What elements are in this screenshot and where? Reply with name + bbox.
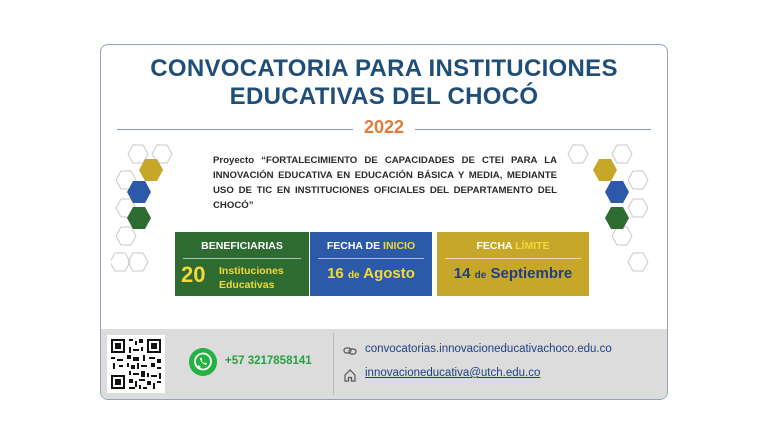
beneficiarias-line-2: Educativas (219, 279, 275, 291)
fecha-inicio-date (310, 265, 432, 282)
divider-right (415, 129, 651, 130)
fecha-inicio-de: de (347, 270, 360, 281)
fecha-inicio-heading-b: INICIO (383, 240, 416, 252)
fecha-inicio-day: 16 (327, 265, 344, 282)
fecha-limite-date (437, 265, 589, 282)
beneficiarias-count: 20 (181, 262, 206, 287)
title-line-1: CONVOCATORIA PARA INSTITUCIONES (150, 55, 618, 82)
announcement-card (100, 44, 668, 400)
footer-divider (333, 333, 334, 395)
fecha-inicio-month: Agosto (363, 265, 415, 282)
title-line-2: EDUCATIVAS DEL CHOCÓ (229, 83, 539, 110)
box-divider (318, 258, 424, 259)
fecha-inicio-box (310, 232, 432, 296)
fecha-limite-heading (437, 240, 589, 252)
box-divider (445, 258, 581, 259)
box-divider (183, 258, 301, 259)
beneficiarias-label (219, 264, 284, 292)
beneficiarias-box (175, 232, 309, 296)
qr-code-icon[interactable] (107, 335, 165, 393)
fecha-limite-month: Septiembre (490, 265, 573, 282)
project-description: Proyecto “FORTALECIMIENTO DE CAPACIDADES DE CTEI PARA LA INNOVACIÓN EDUCATIVA EN EDUCACIÓN BÁSICA Y MEDIA, MEDIANTE USO DE TIC EN INSTITUCIONES OFICIALES DEL DEPARTAMENTO DEL CHOCÓ” (213, 155, 557, 211)
home-icon (343, 368, 357, 382)
email-link[interactable]: innovacioneducativa@utch.edu.co (365, 367, 541, 379)
year-label: 2022 (363, 117, 405, 137)
fecha-limite-heading-a: FECHA (476, 240, 516, 252)
contact-footer (101, 329, 667, 399)
fecha-inicio-heading (310, 240, 432, 252)
divider-left (117, 129, 353, 130)
website-link[interactable]: convocatorias.innovacioneducativachoco.edu.co (365, 343, 612, 355)
phone-number[interactable]: +57 3217858141 (225, 355, 312, 367)
whatsapp-icon[interactable] (189, 348, 217, 376)
fecha-limite-day: 14 (453, 265, 471, 282)
beneficiarias-line-1: Instituciones (219, 265, 284, 277)
fecha-limite-heading-b: LÍMITE (515, 240, 550, 252)
fecha-inicio-heading-a: FECHA DE (326, 240, 384, 252)
link-icon (343, 344, 357, 358)
beneficiarias-heading: BENEFICIARIAS (201, 240, 283, 252)
fecha-limite-box (437, 232, 589, 296)
fecha-limite-de: de (474, 270, 487, 281)
